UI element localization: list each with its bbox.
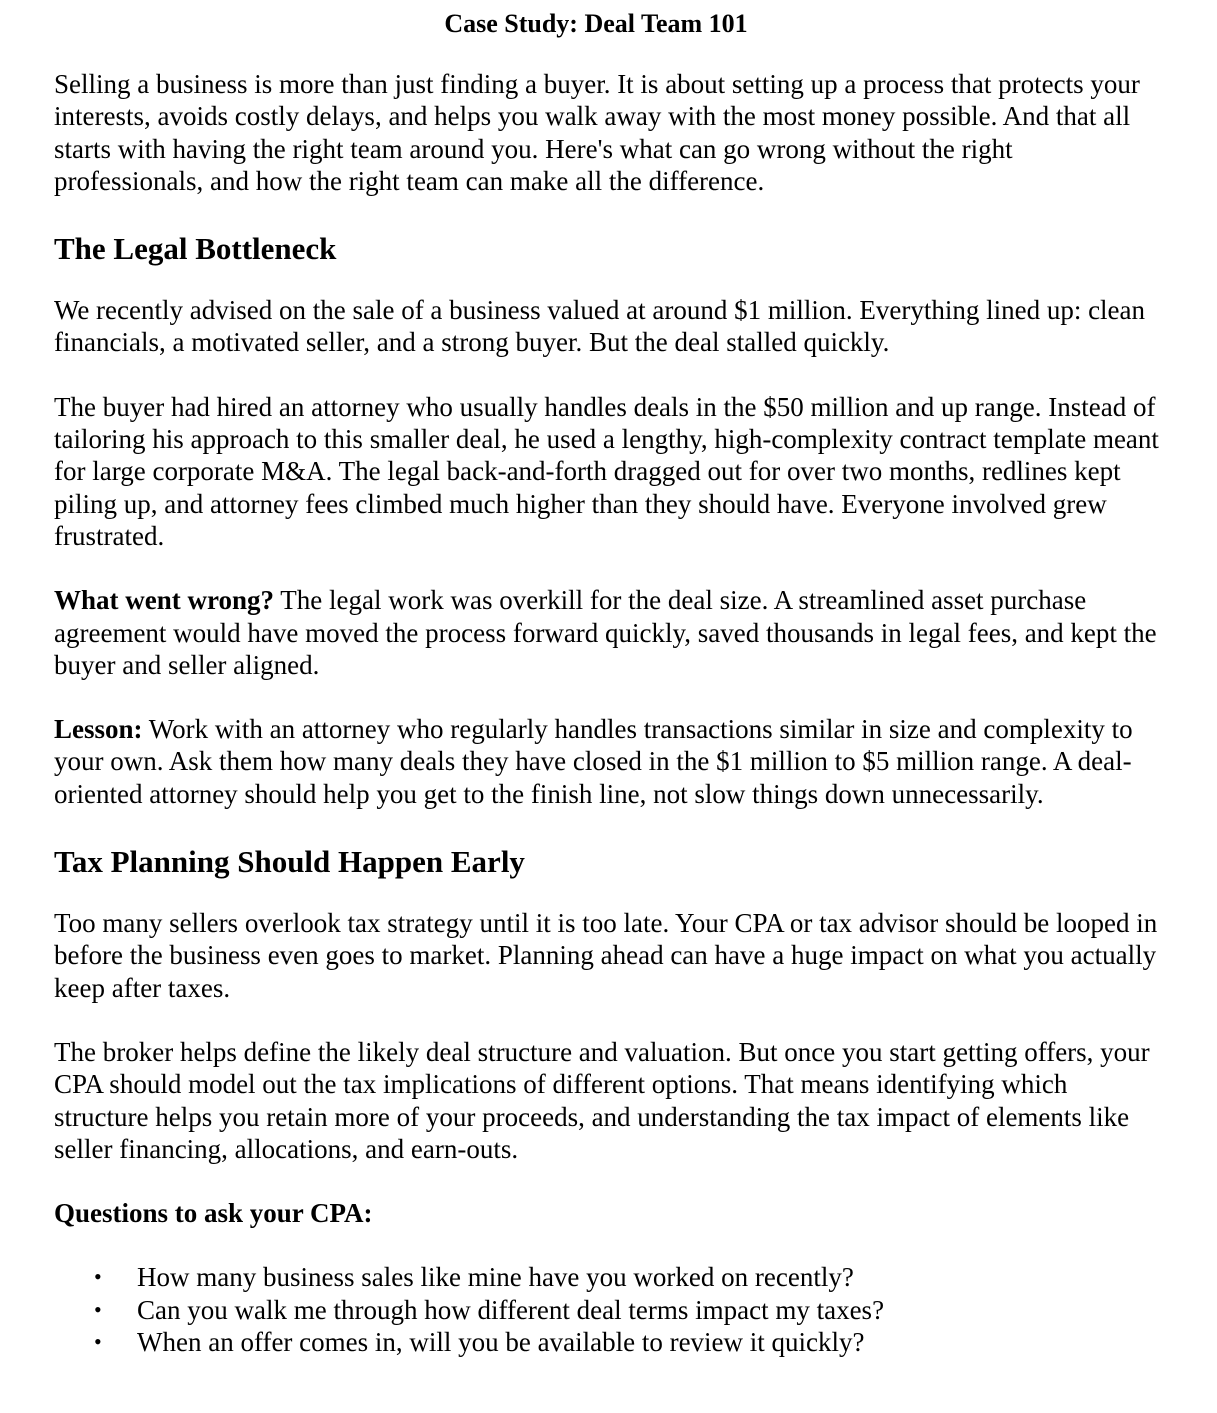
bullet-icon: • <box>94 1264 102 1290</box>
lesson-text: Work with an attorney who regularly handles transactions similar in size and complexity to your own. Ask them how many deals they have closed in the $1 million to $5 million range. A deal-oriented attorney should help you get to the finish line, not slow things down unnecessarily. <box>54 714 1133 809</box>
bullet-icon: • <box>94 1296 102 1322</box>
list-item-text: When an offer comes in, will you be available to review it quickly? <box>137 1327 865 1358</box>
bullet-icon: • <box>94 1329 102 1355</box>
legal-paragraph-2: The buyer had hired an attorney who usually handles deals in the $50 million and up range. Instead of tailoring his approach to this smaller deal, he used a lengthy, high-complexity contract template meant for large corporate M&A. The legal back-and-forth dragged out for over two months, redlines kept piling up, and attorney fees climbed much higher than they should have. Everyone involved grew frustrated. <box>54 391 1159 551</box>
section-heading-tax-planning: Tax Planning Should Happen Early <box>54 844 525 880</box>
intro-paragraph: Selling a business is more than just finding a buyer. It is about setting up a process that protects your interests, avoids costly delays, and helps you walk away with the most money possible. And that all starts with having the right team around you. Here's what can go wrong without the right professionals, and how the right team can make all the difference. <box>54 69 1140 196</box>
lesson-paragraph <box>54 713 1164 810</box>
what-went-wrong-label: What went wrong? <box>54 585 275 616</box>
document-title: Case Study: Deal Team 101 <box>444 9 748 38</box>
what-went-wrong-paragraph <box>54 584 1164 681</box>
document-page <box>54 6 1164 1358</box>
what-went-wrong-text: The legal work was overkill for the deal size. A streamlined asset purchase agreement would have moved the process forward quickly, saved thousands in legal fees, and kept the buyer and seller aligned. <box>54 585 1157 680</box>
tax-paragraph-1: Too many sellers overlook tax strategy until it is too late. Your CPA or tax advisor should be looped in before the business even goes to market. Planning ahead can have a huge impact on what you actually keep after taxes. <box>54 908 1158 1003</box>
list-item-text: How many business sales like mine have you worked on recently? <box>137 1262 854 1293</box>
questions-heading: Questions to ask your CPA: <box>54 1198 373 1229</box>
list-item <box>54 1261 1164 1293</box>
legal-paragraph-1: We recently advised on the sale of a business valued at around $1 million. Everything lined up: clean financials, a motivated seller, and a strong buyer. But the deal stalled quickly. <box>54 295 1146 358</box>
section-heading-legal-bottleneck: The Legal Bottleneck <box>54 231 337 267</box>
lesson-label: Lesson: <box>54 714 143 745</box>
list-item <box>54 1294 1164 1326</box>
list-item <box>54 1326 1164 1358</box>
cpa-questions-list <box>54 1261 1164 1358</box>
tax-paragraph-2: The broker helps define the likely deal structure and valuation. But once you start getting offers, your CPA should model out the tax implications of different options. That means identifying which structure helps you retain more of your proceeds, and understanding the tax impact of elements like seller financing, allocations, and earn-outs. <box>54 1036 1150 1164</box>
list-item-text: Can you walk me through how different deal terms impact my taxes? <box>137 1294 885 1325</box>
